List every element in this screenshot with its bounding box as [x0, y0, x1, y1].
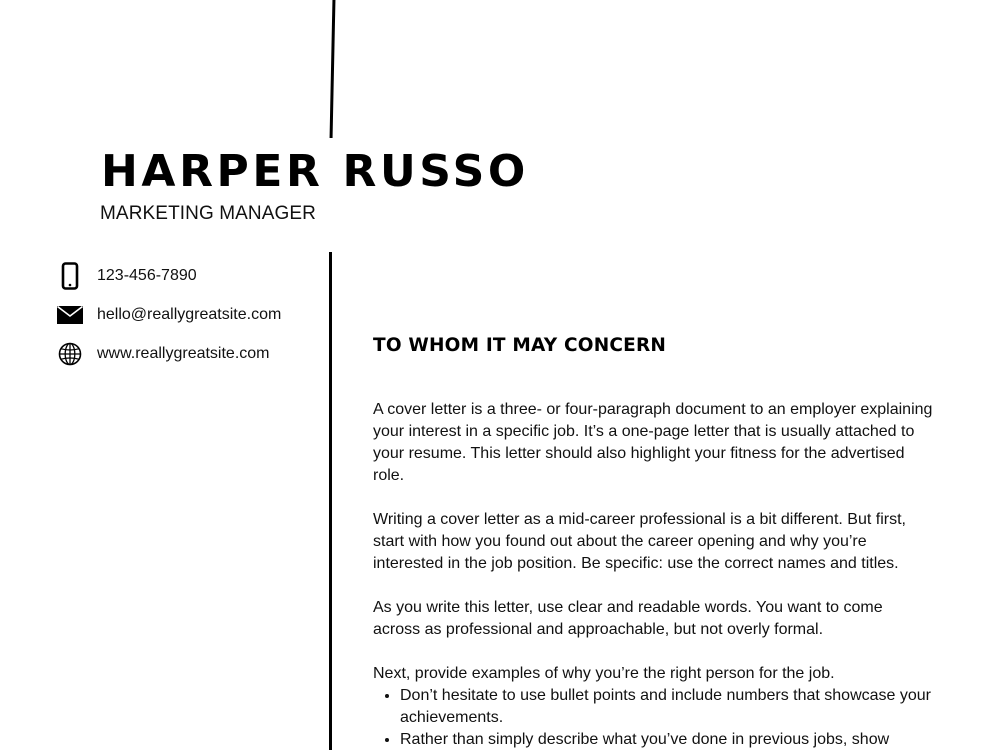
contact-phone	[56, 256, 316, 295]
applicant-name: HARPER RUSSO	[101, 146, 529, 197]
phone-number: 123-456-7890	[97, 266, 197, 284]
column-divider	[329, 252, 332, 750]
bullet-item: • Don’t hesitate to use bullet points and include numbers that showcase your achievements.	[400, 685, 933, 729]
salutation: TO WHOM IT MAY CONCERN	[373, 335, 667, 356]
bullet-list	[373, 685, 933, 750]
contact-website	[56, 334, 316, 373]
globe-icon	[56, 340, 84, 368]
website-url: www.reallygreatsite.com	[97, 344, 270, 362]
contact-list	[56, 256, 316, 373]
envelope-icon	[56, 301, 84, 329]
bullet-item: • Rather than simply describe what you’ve done in previous jobs, show	[400, 729, 933, 750]
paragraph: Writing a cover letter as a mid-career professional is a bit different. But first, start with how you found out about the career opening and why you’re interested in the job position. Be specific: use the correct names and titles.	[373, 511, 906, 572]
letter-body	[373, 399, 933, 750]
list-intro: Next, provide examples of why you’re the right person for the job.	[373, 665, 835, 682]
paragraph: As you write this letter, use clear and readable words. You want to come across as professional and approachable, but not overly formal.	[373, 599, 883, 638]
paragraph: A cover letter is a three- or four-paragraph document to an employer explaining your interest in a specific job. It’s a one-page letter that is usually attached to your resume. This letter should also highlight your fitness for the advertised role.	[373, 401, 933, 484]
phone-icon	[56, 262, 84, 290]
contact-email	[56, 295, 316, 334]
email-address: hello@reallygreatsite.com	[97, 305, 282, 323]
job-title: MARKETING MANAGER	[100, 203, 316, 224]
top-vertical-line	[330, 0, 336, 138]
